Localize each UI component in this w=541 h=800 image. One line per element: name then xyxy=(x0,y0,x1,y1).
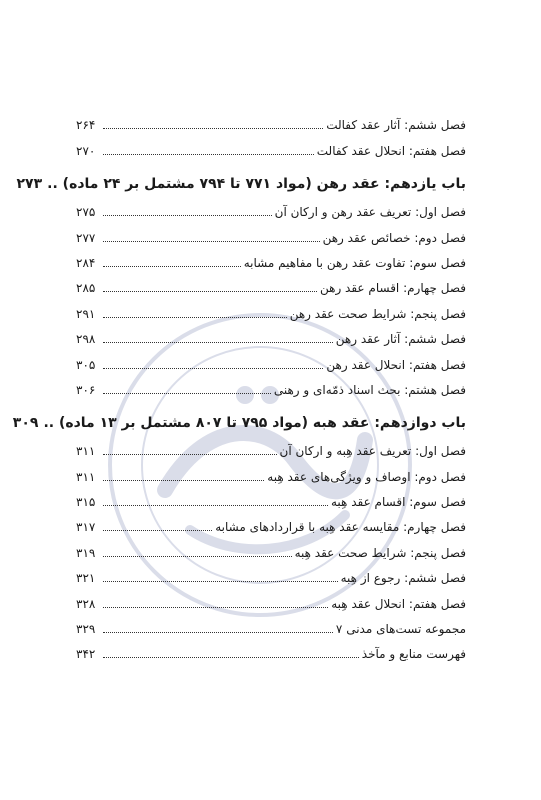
dot-leader xyxy=(103,128,323,129)
part-heading[interactable] xyxy=(12,406,466,436)
toc-entry-page-number: ۲۹۱ xyxy=(76,306,96,321)
dot-leader xyxy=(103,581,338,582)
toc-entry-title: فصل سوم: اقسام عقد هِبه xyxy=(331,495,466,510)
toc-entry[interactable] xyxy=(76,436,466,461)
toc-entry[interactable] xyxy=(76,298,466,323)
toc-entry[interactable] xyxy=(76,588,466,613)
toc-entry-title: فصل هفتم: انحلال عقد هِبه xyxy=(331,596,466,611)
dot-leader xyxy=(103,607,328,608)
toc-entry[interactable] xyxy=(76,248,466,273)
table-of-contents xyxy=(12,110,466,664)
toc-entry-page-number: ۳۰۵ xyxy=(76,357,96,372)
toc-entry[interactable] xyxy=(76,563,466,588)
toc-entry-page-number: ۳۲۸ xyxy=(76,596,96,611)
toc-entry-title: فهرست منابع و مآخذ xyxy=(361,647,466,662)
dot-leader xyxy=(103,241,320,242)
dot-leader xyxy=(103,505,328,506)
toc-entry-title: فصل ششم: رجوع از هِبه xyxy=(340,571,466,586)
toc-entry-page-number: ۳۱۱ xyxy=(76,469,96,484)
toc-entry[interactable] xyxy=(76,110,466,135)
toc-entry-page-number: ۳۰۶ xyxy=(76,382,96,397)
toc-entry-title: فصل سوم: تفاوت عقد رهن با مفاهیم مشابه xyxy=(243,255,466,270)
toc-entry-title: فصل هفتم: انحلال عقد رهن xyxy=(326,357,466,372)
dot-leader xyxy=(103,530,212,531)
dot-leader xyxy=(103,266,241,267)
toc-entry-title: فصل ششم: آثار عقد کفالت xyxy=(326,118,466,133)
dot-leader xyxy=(103,317,287,318)
part-heading-page-number: ۳۰۹ xyxy=(12,414,39,431)
part-heading-page-number: ۲۷۳ xyxy=(16,175,43,192)
toc-entry[interactable] xyxy=(76,324,466,349)
toc-entry-title: مجموعه تست‌های مدنی ۷ xyxy=(335,622,466,637)
toc-entry[interactable] xyxy=(76,512,466,537)
dot-leader xyxy=(103,291,317,292)
toc-entry-title: فصل دوم: اوصاف و ویژگی‌های عقد هِبه xyxy=(267,469,466,484)
toc-entry-page-number: ۳۲۹ xyxy=(76,622,96,637)
toc-entry-title: فصل اول: تعریف عقد هِبه و ارکان آن xyxy=(279,444,466,459)
toc-entry[interactable] xyxy=(76,537,466,562)
toc-entry[interactable] xyxy=(76,487,466,512)
part-heading-title: باب یازدهم: عقد رهن (مواد ۷۷۱ تا ۷۹۴ مشتمل بر ۲۴ ماده) .. xyxy=(47,175,466,192)
toc-entry-page-number: ۲۷۰ xyxy=(76,143,96,158)
toc-entry[interactable] xyxy=(76,349,466,374)
toc-entry-page-number: ۳۲۱ xyxy=(76,571,96,586)
toc-entry-page-number: ۲۹۸ xyxy=(76,332,96,347)
part-heading[interactable] xyxy=(16,167,466,197)
dot-leader xyxy=(103,556,292,557)
toc-entry[interactable] xyxy=(76,614,466,639)
toc-entry-title: فصل هفتم: انحلال عقد کفالت xyxy=(316,143,466,158)
toc-entry-title: فصل پنجم: شرایط صحت عقد رهن xyxy=(289,306,466,321)
toc-entry-title: فصل پنجم: شرایط صحت عقد هِبه xyxy=(294,545,466,560)
toc-entry-page-number: ۲۷۷ xyxy=(76,230,96,245)
toc-entry[interactable] xyxy=(76,639,466,664)
toc-entry-title: فصل چهارم: اقسام عقد رهن xyxy=(319,281,466,296)
toc-entry-title: فصل هشتم: بحث اسناد ذمّه‌ای و رهنی xyxy=(273,382,466,397)
toc-entry-page-number: ۳۱۱ xyxy=(76,444,96,459)
part-heading-title: باب دوازدهم: عقد هبه (مواد ۷۹۵ تا ۸۰۷ مشتمل بر ۱۳ ماده) .. xyxy=(43,414,466,431)
toc-entry-title: فصل دوم: خصائص عقد رهن xyxy=(322,230,466,245)
dot-leader xyxy=(103,480,264,481)
toc-entry-page-number: ۳۱۹ xyxy=(76,545,96,560)
toc-entry-page-number: ۳۱۷ xyxy=(76,520,96,535)
toc-entry[interactable] xyxy=(76,375,466,400)
toc-entry-page-number: ۲۸۴ xyxy=(76,255,96,270)
toc-entry-title: فصل ششم: آثار عقد رهن xyxy=(335,332,466,347)
toc-entry-title: فصل چهارم: مقایسه عقد هِبه با قراردادهای مشابه xyxy=(215,520,466,535)
dot-leader xyxy=(103,368,323,369)
dot-leader xyxy=(103,154,314,155)
dot-leader xyxy=(103,657,359,658)
dot-leader xyxy=(103,215,272,216)
dot-leader xyxy=(103,632,333,633)
dot-leader xyxy=(103,393,271,394)
toc-entry[interactable] xyxy=(76,461,466,486)
toc-entry-page-number: ۳۴۲ xyxy=(76,647,96,662)
dot-leader xyxy=(103,342,333,343)
dot-leader xyxy=(103,454,277,455)
toc-entry[interactable] xyxy=(76,273,466,298)
toc-entry-page-number: ۳۱۵ xyxy=(76,495,96,510)
toc-entry[interactable] xyxy=(76,197,466,222)
toc-entry-page-number: ۲۸۵ xyxy=(76,281,96,296)
toc-entry-page-number: ۲۷۵ xyxy=(76,205,96,220)
toc-entry-title: فصل اول: تعریف عقد رهن و ارکان آن xyxy=(274,205,466,220)
toc-entry-page-number: ۲۶۴ xyxy=(76,118,96,133)
toc-entry[interactable] xyxy=(76,135,466,160)
toc-entry[interactable] xyxy=(76,222,466,247)
